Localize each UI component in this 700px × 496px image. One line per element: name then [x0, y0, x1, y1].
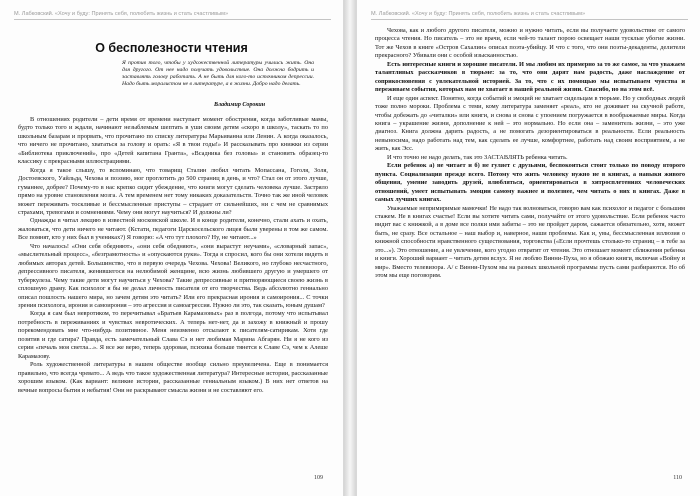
running-header: М. Лабковский. «Хочу и буду: Принять себя, полюбить жизнь и стать счастливым»: [371, 11, 586, 17]
bold-paragraph: Если ребенок а) не читает и б) не гуляет с друзьями, беспокоиться стоит только по поводу второго пункта. Социализация прежде всего. Потому что жить человеку нужно не в книгах, а навыки живого общения, умение заводить друзей, влюбляться, ориентироваться в хитросплетениях человеческих отношений, умеет испытывать эмоции самому важнее и полезнее, чем читать о них в книгах. Даже в самых лучших книгах.: [375, 162, 685, 204]
paragraph: Чехова, как и любого другого писателя, можно и нужно читать, если вы получаете удовольствие от самого процесса чтения. Но писатель – это не врачи, если чей-то талант порою освещает наши тусклые убогие жизни. Тот же Чехов в книге «Остров Сахалин» описал поэта-убийцу. И что с того, что они поэты-декаденты, делители прекрасного? Убивали они с особой изысканностью.: [375, 27, 685, 60]
paragraph: Когда я сам был невротиком, то перечитывал «Братьев Карамазовых» раз в полгода, потому что испытывал потребность в переживаниях и чувствах невротических. А теперь нет-нет, да и захожу в книжный и прошу порекомендовать мне что-нибудь позитивное. Меня неизменно отсылают к писателям-сатирикам. Хотя где позитив и где сатира? Правда, есть замечательный Слава Сэ и нет любимая Марина Абгарян. Ни я не кого из серии «печаль моя светла...». Я все же верю, теперь здоровая, психика больше тянется к Славе Сэ, чем к Алеше Карамазову.: [18, 310, 328, 360]
paragraph: Роль художественной литературы в нашем обществе вообще сильно преувеличена. Еще в понимается правильно, что всегда чревато... А ведь что такое художественная литература? Интересные истории, рассказанные хорошим языком. (Как вариант: великие истории, рассказанные гениальным языком.) В них нет ответов на вечные вопросы бытия и небытия! Они не раскрывают смысла жизни и не составляют его.: [18, 361, 328, 394]
paragraph: В отношениях родители – дети время от времени наступает момент обострения, когда заботливые мамы, будто только того и ждали, начинают незыблемым шептать в уши своим детям «скоро в школу», таскать то по школьным базарам и прорвать, что прочитано по списку литературы Марьиванна или Ленин. А когда оказалось, что ничего не прочитано, хвататься за голову и орать: «Я в твои годы!» И рассказывать про книжки из серии «Библиотека приключений», про «Детей капитана Гранта», «Всадника без головы» и становить образец-то классику с прекрасными иллюстрациями.: [18, 116, 328, 166]
paragraph: Что началось! «Они себя обедняют», «они себя обедняют», «они вырастут неучами», «словарный запас», «мыслительный процесс», «безграмотность» и «опускаются руки». Тогда я спросил, кого бы они хотели видеть в любимых авторах детей. Большинство, что в первую очередь Чехова. Чехова! Великого, но глубоко несчастного, депрессивного писателя, женившегося на нелюбимой женщине, всю жизнь любившего другую и умершего от туберкулеза. Чему такие дети могут научиться у Чехова? Такие депрессивные и притворяющиеся своею жизнь в сплошную драму. Как психолог я бы не делал личность писателя от его творчества. Ведь абсолютно гениально описал пошлость нашего мира, но зачем детям это читать? Или его прекрасная ирония и самоирония... С точки зрения психолога, ирония и самоирония – это агрессия и самоагрессия. Нужно ли это, так сказать, юным душам?: [18, 242, 328, 309]
paragraph: Однажды в читал лекцию в известной московской школе. И в конце родители, конечно, стали ахать и охать, жаловаться, что дети ничего не читают. (Кстати, педагоги Царскосельского лицея были уверены в том же самом. Все помнят, кто у них был в учениках?) Я говорю: «А что тут плохого? Ну, не читают...»: [18, 217, 328, 242]
bold-paragraph: Есть интересные книги и хорошие писатели. И мы любим их примерно за то же самое, за что уважаем талантливых рассказчиков в тюрьме: за то, что они дарят нам радость, даже наслаждение от соприкосновения с увлекательной историей. За то, что с их помощью мы испытываем чувства и переживаем события, которых нам не хватает в нашей реальной жизни. Спасибо, но на этом всё.: [375, 60, 685, 94]
epigraph: Я против того, чтобы у художественной литературы учились жить. Она для другого. От нее надо получать удовольствие. Она должна бодрить и заставлять голову работать. А не быть для кого-то источником депрессии. Надо быть моралистом не в литературе, а в жизни. Добро надо делать.: [122, 60, 314, 87]
paragraph: Когда я такое слышу, то вспоминаю, что товарищ Сталин любил читать Мопассана, Гоголя, Золя, Достоевского, Уайльда, Чехова и поэзию, мог проглотить до 500 страниц в день, и что? Стал он от этого лучше, гуманнее, добрее? Почему-то в нас крепко сидит убеждение, что книги могут сделать человека лучше. Застряло прямо на уровне становления мозга. А тем временем нет тому никаких доказательств. Точно так же иной человек может переживать тоскливые и бессмысленные приступы – страдает от сильнейших, ни с чем не сравнимых страхами, тревогами и сомнениями. Чему они могут научиться? И должны ли?: [18, 166, 328, 216]
page-number: 109: [314, 475, 323, 481]
page-number: 110: [673, 475, 682, 481]
header-divider: [371, 19, 688, 20]
epigraph-author: Владимир Сорокин: [214, 102, 266, 108]
left-page-body: [18, 116, 328, 395]
chapter-title: О бесполезности чтения: [95, 41, 248, 55]
header-divider: [14, 19, 331, 20]
paragraph: И что точно не надо делать, так это ЗАСТАВЛЯТЬ ребенка читать.: [387, 153, 568, 161]
paragraph: Уважаемые непримиримые мамочки! Не надо так волноваться, говорю вам как психолог и педагог с большим стажем. Не в книгах счастье! Если вы хотите читать сами, получайте от этого удовольствие. Если ребенок часто видит вас с книжкой, а в доме все полки ими забиты – это не пройдет даром, сажается обязательно, хотя, может быть, не сразу. Все остальное – наш выбор и, наверное, наши проблемы. Как и, увы, бессмысленная иллюзия о книжной способности нравственного существования, торговства («Если прочтешь столько-то страниц – в тебе за это...»). Это отношение, а не увлечение, кого угодно отвратит от чтения. Это отношает момент сближения ребенка и книги. Хороший вариант – читать детям вслух. Я не люблю Винни-Пуха, но я обожаю книги, включая «Войну и мир». Вместо телевизора. А/ с Винни-Пухом мы на разных школьной программы пусть сами разбираются. Но об этом мы еще поговорим.: [375, 204, 685, 280]
left-page: [0, 0, 344, 496]
running-header: М. Лабковский. «Хочу и буду: Принять себя, полюбить жизнь и стать счастливым»: [14, 11, 229, 17]
right-page-body: [375, 27, 685, 281]
right-page: [356, 0, 700, 496]
paragraph: И еще один аспект. Понятно, когда событий и эмоций не хватает сидельцам в тюрьме. Но у свободных людей тоже полно мороки. Проблема с теми, кому литература заменяет «реал», кто не доживает на скучной работе, чтобы добежать до «читалки» или книги, и снова и снова с упоением погружается в воображаемые миры. Когда книга – украшение жизни, дополнение к ней – это нормально. Но если она – заменитель жизни, – это уже диагноз. Книга должна дарить радость, а не помогать дезориентироваться в реальности. Если реальность невыносима, надо работать над тем, как сделать ее лучше, комфортнее, работать над своим восприятием, а не жить, как Эсс.: [375, 94, 685, 153]
book-gutter: [344, 0, 356, 496]
